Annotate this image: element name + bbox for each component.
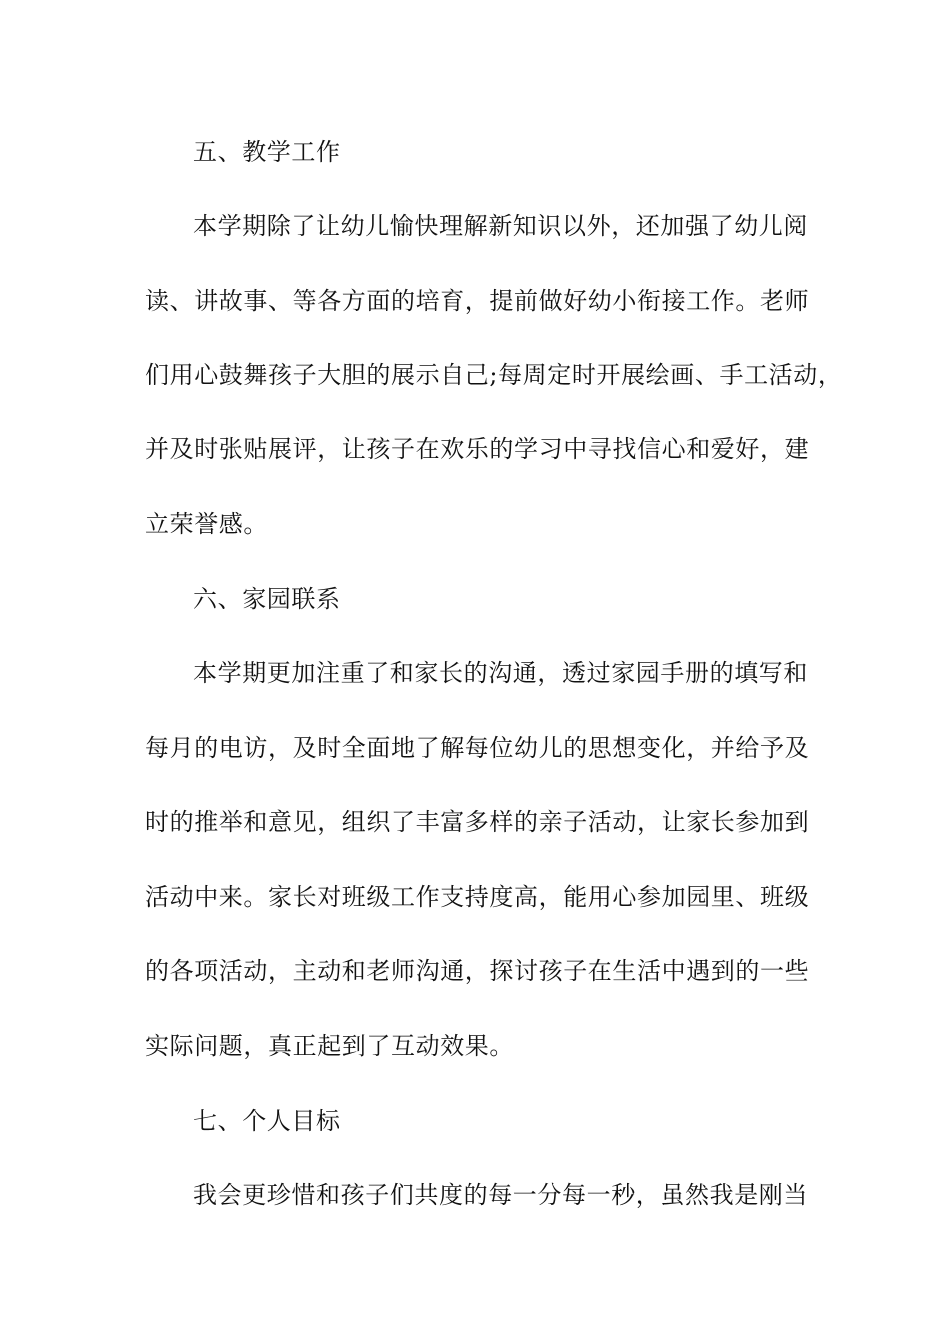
paragraph-line: 读、讲故事、等各方面的培育，提前做好幼小衔接工作。老师 bbox=[145, 287, 810, 315]
section-heading-teaching: 五、教学工作 bbox=[193, 138, 341, 166]
paragraph-line: 们用心鼓舞孩子大胆的展示自己;每周定时开展绘画、手工活动， bbox=[145, 361, 843, 389]
paragraph-line: 并及时张贴展评，让孩子在欢乐的学习中寻找信心和爱好，建 bbox=[145, 435, 810, 463]
paragraph-line: 立荣誉感。 bbox=[145, 510, 268, 538]
paragraph-line: 每月的电访，及时全面地了解每位幼儿的思想变化，并给予及 bbox=[145, 734, 810, 762]
paragraph-line: 的各项活动，主动和老师沟通，探讨孩子在生活中遇到的一些 bbox=[145, 957, 810, 985]
paragraph-line: 我会更珍惜和孩子们共度的每一分每一秒，虽然我是刚当 bbox=[193, 1181, 808, 1209]
paragraph-line: 本学期除了让幼儿愉快理解新知识以外，还加强了幼儿阅 bbox=[193, 212, 808, 240]
section-heading-personal-goals: 七、个人目标 bbox=[193, 1107, 341, 1135]
paragraph-line: 实际问题，真正起到了互动效果。 bbox=[145, 1032, 514, 1060]
paragraph-line: 活动中来。家长对班级工作支持度高，能用心参加园里、班级 bbox=[145, 883, 810, 911]
paragraph-line: 时的推举和意见，组织了丰富多样的亲子活动，让家长参加到 bbox=[145, 808, 810, 836]
paragraph-line: 本学期更加注重了和家长的沟通，透过家园手册的填写和 bbox=[193, 659, 808, 687]
section-heading-home-school: 六、家园联系 bbox=[193, 585, 341, 613]
